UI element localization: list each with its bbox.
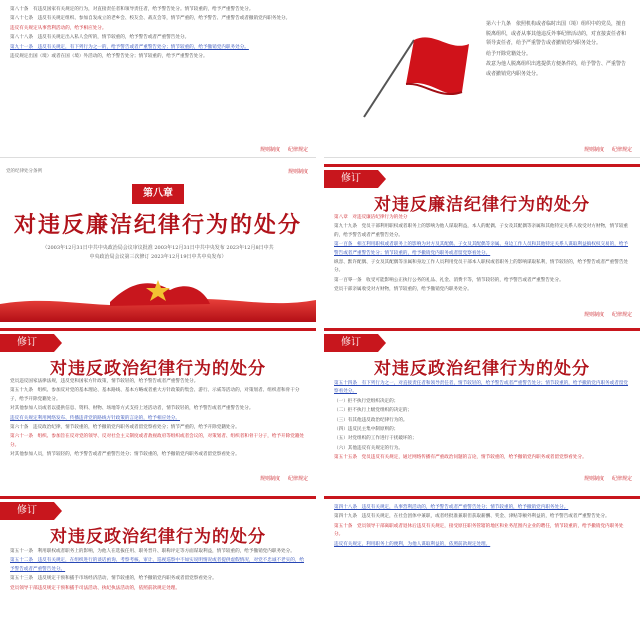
slide-top-right: [324, 0, 640, 158]
slide-body: [10, 6, 306, 62]
text-line: 第九十九条 党员干部利用职权或者职务上的影响为他人谋取利益，本人的配偶、子女及其配偶等亲属和其他特定关系人收受对方财物，情节较重的，给予警告或者严重警告处分。: [334, 224, 629, 238]
top-accent-bar: [324, 164, 640, 167]
text-line: 第八十七条 违反有关规定组织、参加自发成立的老乡会、校友会、战友会等，情节严重的，给予警告、严重警告或者撤销党内职务处分。: [10, 16, 291, 22]
slide-footer: 规则制度 纪律规定: [259, 476, 308, 482]
text-line: 第八章 对违反廉洁纪律行为的处分: [334, 215, 408, 220]
top-accent-bar: [0, 328, 316, 331]
text-line: 第一百条 相互利用职权或者职务上的影响为对方及其配偶、子女及其配偶等亲属、身边工作人员和其他特定关系人谋取利益搞权权交易的，给予警告或者严重警告处分；情节较重的，给予撤销党内职务或者留党察看处分。: [334, 242, 629, 256]
slide-body: [334, 380, 630, 464]
text-line: 第八十八条 违反有关规定出入私人会所的，情节较重的，给予警告或者严重警告处分。: [10, 35, 190, 41]
slide-body: [10, 548, 306, 594]
slide-title: 对违反政治纪律行为的处分: [50, 359, 266, 379]
text-line: 故意为他人脱离组织出逃提供方便条件的，给予警告、严重警告或者撤销党内职务处分。: [486, 61, 627, 77]
text-line: 第四十九条 违反有关规定，在社会团体中兼职，或者经批准兼职但获取薪酬、奖金、津贴等额外利益的，给予警告或者严重警告处分。: [334, 514, 610, 520]
red-flag-icon: [344, 22, 474, 132]
top-accent-bar: [324, 496, 640, 499]
text-line: 第六十一条 组织、参加旨在反对党的领导、反对社会主义制度或者敌视政府等组织或者会议的，对策划者、组织者和骨干分子，给予开除党籍处分。: [10, 434, 305, 448]
text-line: （四）违反民主集中制原则的；: [334, 427, 399, 433]
text-line: 第四十八条 违反有关规定，从事营利活动的，给予警告或者严重警告处分；情节较重的，给予撤销党内职务处分。: [334, 505, 569, 510]
text-line: 违反有关规定利用网络发布、传播违背党的路线方针政策的言论的，给予相应处分。: [10, 415, 180, 421]
text-line: 第五十条 党员领导干部离职或者退休后违反有关规定，接受原任职务管辖的地区和业务范围内企业的聘任，情节较重的，给予撤销党内职务处分。: [334, 523, 624, 538]
slide-rules-1: [324, 164, 640, 322]
slide-rules-3: [324, 328, 640, 486]
slide-body: [486, 20, 630, 80]
revision-tag: 修订: [0, 334, 54, 352]
text-line: 对其他参加人员或者以提供信息、资料、财物、场地等方式支持上述活动者，情节较轻的，给予警告或者严重警告处分。: [10, 406, 254, 412]
text-line: 第八十条 有违反国家有关规定的行为，对直接责任者和领导责任者，给予警告处分。情节较重的，给予严重警告处分。: [10, 7, 254, 12]
slide-rules-4: [0, 496, 316, 636]
text-line: 第一百零一条 收受可能影响公正执行公务的礼品、礼金、消费卡等，情节较轻的，给予警告或者严重警告处分。: [334, 277, 564, 283]
text-line: 违反有关规定从事营利活动的，给予相应处分。: [10, 25, 107, 31]
chapter-subtitle: （2003年12月31日中共中央政治局会议审议批准 2003年12月31日中共中央发布 2023年12月8日中共中央政治局会议第三次修订 2023年12月19日中共中央发布）: [42, 245, 274, 260]
top-accent-bar: [0, 496, 316, 499]
red-banner-decoration: [0, 272, 316, 322]
top-label: 党的纪律处分条例: [6, 169, 42, 174]
slide-title: 对违反政治纪律行为的处分: [374, 359, 590, 379]
text-line: 违反规定出国（境）或者在国（境）外活动的，给予警告处分；情节较重的，给予严重警告处分。: [10, 54, 208, 60]
text-line: 第六十条 违反政治纪律，情节较重的，给予撤销党内职务或者留党察看处分；情节严重的，给予开除党籍处分。: [10, 425, 240, 431]
text-line: 第五十一条 利用职权或者职务上的影响，为他人在选拔任用、职务晋升、职称评定等方面谋取利益，情节较重的，给予撤销党内职务处分。: [10, 549, 295, 554]
text-line: （三）有其他违反政治纪律行为的。: [334, 417, 408, 423]
text-line: （二）拒不执行上级党组织的决定的；: [334, 408, 413, 414]
text-line: 纵容、默许配偶、子女及其配偶等亲属和身边工作人员利用党员干部本人职权或者职务上的影响谋取私利，情节较轻的，给予警告或者严重警告处分。: [334, 260, 629, 274]
text-line: （六）其他违反有关规定的行为。: [334, 445, 403, 451]
slide-top-left: [0, 0, 316, 158]
slide-title: 对违反廉洁纪律行为的处分: [374, 195, 590, 215]
text-line: 第五十五条 党员违反有关规定，通过网络传播有严重政治问题的言论，情节较重的，给予撤销党内职务或者留党察看处分。: [334, 455, 587, 461]
text-line: 第六十九条 依照机构或者临时出国（境）组织中的党员，擅自脱离组织，或者从事其他违反外事纪律活动的，对直接责任者和领导责任者，给予严重警告或者撤销党内职务处分。: [486, 21, 627, 46]
revision-tag: 修订: [324, 334, 378, 352]
slide-rules-2: [0, 328, 316, 486]
text-line: 对其他参加人员，情节较轻的，给予警告或者严重警告处分；情节较重的，给予撤销党内职务或者留党察看处分。: [10, 452, 240, 458]
text-line: 党员干部亲属收受对方财物，情节较重的，给予撤销党内职务处分。: [334, 287, 472, 293]
slide-footer: 规则制度 纪律规定: [583, 476, 632, 482]
chapter-badge: 第八章: [132, 184, 184, 204]
slide-rules-5: [324, 496, 640, 636]
text-line: 第五十三条 违反规定干预和插手市场经济活动，情节较重的，给予撤销党内职务或者留党察看处分。: [10, 576, 217, 582]
slide-title: 对违反政治纪律行为的处分: [50, 527, 266, 547]
chapter-title: 对违反廉洁纪律行为的处分: [13, 212, 302, 238]
text-line: （五）对党组织的工作进行干扰破坏的；: [334, 436, 417, 442]
revision-tag: 修订: [0, 502, 54, 520]
text-line: 第九十一条 违反有关规定，有下列行为之一的，给予警告或者严重警告处分；情节较重的，给予撤销党内职务处分。: [10, 44, 249, 50]
text-line: （一）拒不执行党组织决定的；: [334, 398, 399, 404]
slide-footer: 规则制度 纪律规定: [259, 147, 308, 153]
revision-tag: 修订: [324, 170, 378, 188]
text-line: 给予开除党籍处分。: [486, 50, 532, 57]
slide-body: [334, 504, 630, 550]
slide-body: [10, 378, 306, 461]
slide-body: [334, 214, 630, 296]
text-line: 第五十二条 违反有关规定，在组织进行的谈话函询、考察考核、审计、巡视巡察中不如实说明情况或者提供虚假情况，对党不忠诚不老实的，给予警告或者严重警告处分。: [10, 558, 305, 572]
text-line: 党员违反国家法律法规，违反党和国家方针政策，情节较轻的，给予警告或者严重警告处分。: [10, 379, 199, 384]
text-line: 党员领导干部违反规定干预和插手司法活动、执纪执法活动的，依照前款规定处理。: [10, 585, 180, 591]
text-line: 第五十九条 组织、参加反对党的基本理论、基本路线、基本方略或者重大方针政策的集会、游行、示威等活动的，对策划者、组织者和骨干分子，给予开除党籍处分。: [10, 388, 300, 402]
top-accent-bar: [324, 328, 640, 331]
chapter-slide: [0, 164, 316, 322]
text-line: 违反有关规定，利用职务上的便利，为他人谋取利益的，依照前款规定处理。: [334, 541, 491, 547]
slide-footer: 规则制度 纪律规定: [583, 312, 632, 318]
slide-footer: 规则制度 纪律规定: [583, 147, 632, 153]
text-line: 第五十四条 有下列行为之一，对直接责任者和领导责任者，情节较轻的，给予警告或者严重警告处分；情节较重的，给予撤销党内职务或者留党察看处分。: [334, 381, 629, 395]
top-right-label: 规则制度: [287, 169, 308, 175]
